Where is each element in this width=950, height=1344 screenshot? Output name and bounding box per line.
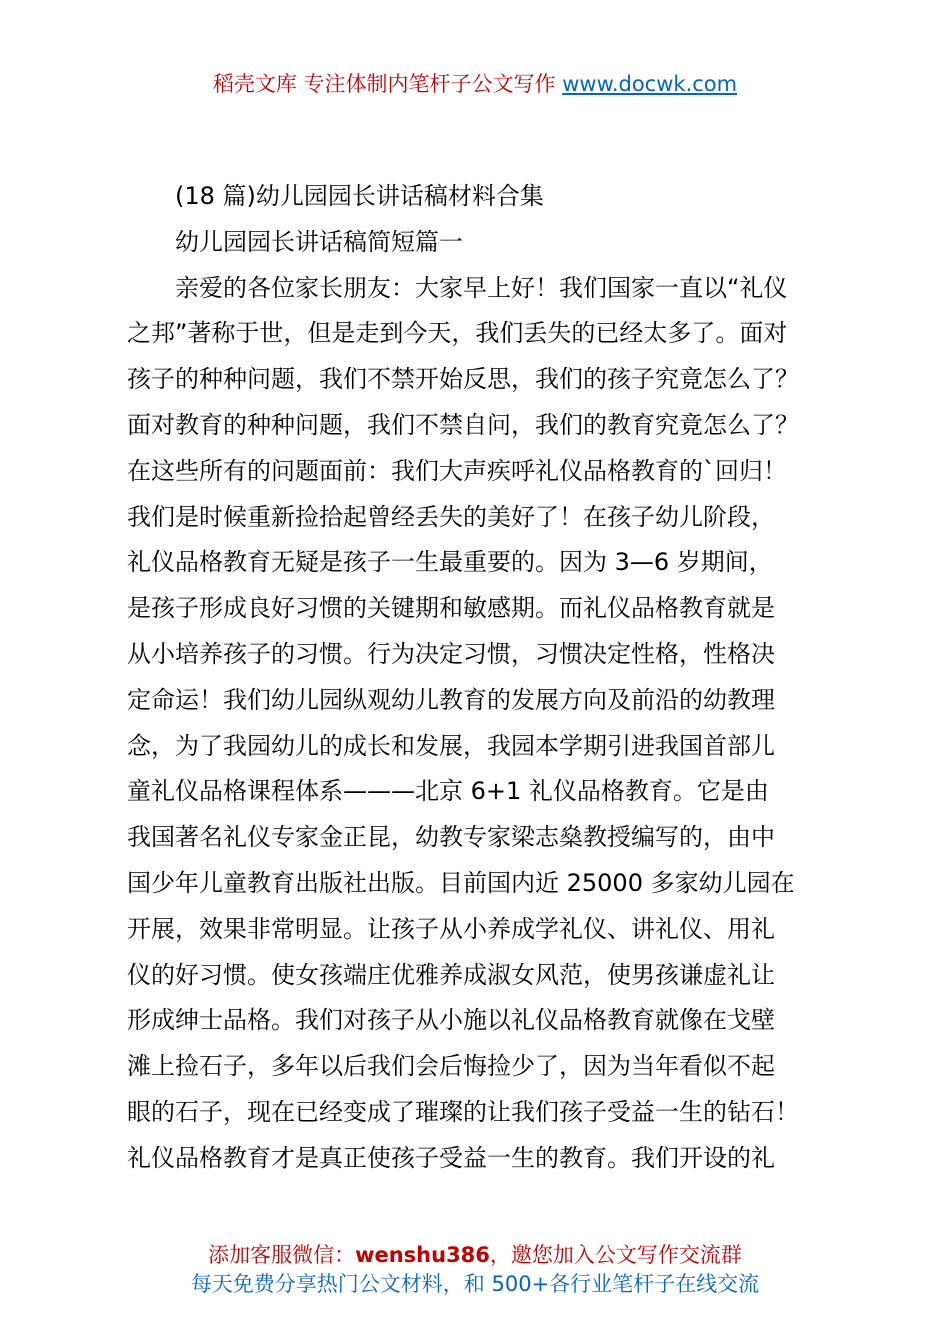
header-brand-text: 稻壳文库 专注体制内笔杆子公文写作 bbox=[212, 72, 563, 96]
body-line: 之邦”著称于世，但是走到今天，我们丢失的已经太多了。面对 bbox=[127, 319, 788, 348]
body-line: 我国著名礼仪专家金正昆，幼教专家梁志燊教授编写的，由中 bbox=[127, 823, 775, 852]
body-line: 我们是时候重新捡拾起曾经丢失的美好了！在孩子幼儿阶段， bbox=[127, 502, 775, 531]
section-title: 幼儿园园长讲话稿简短篇一 bbox=[175, 227, 463, 256]
site-url-link[interactable]: www.docwk.com bbox=[562, 72, 738, 96]
body-line: 在这些所有的问题面前：我们大声疾呼礼仪品格教育的`回归！ bbox=[127, 456, 787, 485]
collection-title: (18 篇)幼儿园园长讲话稿材料合集 bbox=[175, 182, 544, 210]
footer-wechat-suffix: ，邀您加入公文写作交流群 bbox=[489, 1243, 742, 1267]
footer-wechat-prefix: 添加客服微信： bbox=[208, 1243, 356, 1267]
body-line: 面对教育的种种问题，我们不禁自问，我们的教育究竟怎么了？ bbox=[127, 410, 799, 439]
document-body bbox=[127, 174, 837, 1182]
body-line: 仪的好习惯。使女孩端庄优雅养成淑女风范，使男孩谦虚礼让 bbox=[127, 960, 775, 989]
body-line: 是孩子形成良好习惯的关键期和敏感期。而礼仪品格教育就是 bbox=[127, 594, 775, 623]
body-line: 从小培养孩子的习惯。行为决定习惯，习惯决定性格，性格决 bbox=[127, 639, 775, 668]
body-line: 礼仪品格教育才是真正使孩子受益一生的教育。我们开设的礼 bbox=[127, 1143, 775, 1172]
body-line: 滩上捡石子，多年以后我们会后悔捡少了，因为当年看似不起 bbox=[127, 1052, 775, 1081]
body-line: 念，为了我园幼儿的成长和发展，我园本学期引进我国首部儿 bbox=[127, 731, 775, 760]
page-header bbox=[0, 70, 950, 98]
footer-share-line: 每天免费分享热门公文材料，和 500+各行业笔杆子在线交流 bbox=[190, 1272, 760, 1296]
body-line: 童礼仪品格课程体系———北京 6+1 礼仪品格教育。它是由 bbox=[127, 777, 769, 806]
body-line: 孩子的种种问题，我们不禁开始反思，我们的孩子究竟怎么了？ bbox=[127, 365, 799, 394]
wechat-id: wenshu386 bbox=[355, 1243, 490, 1267]
body-line: 礼仪品格教育无疑是孩子一生最重要的。因为 3—6 岁期间， bbox=[127, 548, 773, 577]
body-line: 开展，效果非常明显。让孩子从小养成学礼仪、讲礼仪、用礼 bbox=[127, 914, 775, 943]
body-paragraph bbox=[127, 266, 837, 1182]
page-footer bbox=[0, 1241, 950, 1299]
body-line: 国少年儿童教育出版社出版。目前国内近 25000 多家幼儿园在 bbox=[127, 868, 795, 897]
body-line: 形成绅士品格。我们对孩子从小施以礼仪品格教育就像在戈壁 bbox=[127, 1006, 775, 1035]
body-line: 眼的石子，现在已经变成了璀璨的让我们孩子受益一生的钻石！ bbox=[127, 1097, 799, 1126]
footer-wechat-line bbox=[0, 1241, 950, 1270]
body-line: 亲爱的各位家长朋友：大家早上好！我们国家一直以“礼仪 bbox=[175, 273, 788, 302]
body-line: 定命运！我们幼儿园纵观幼儿教育的发展方向及前沿的幼教理 bbox=[127, 685, 775, 714]
